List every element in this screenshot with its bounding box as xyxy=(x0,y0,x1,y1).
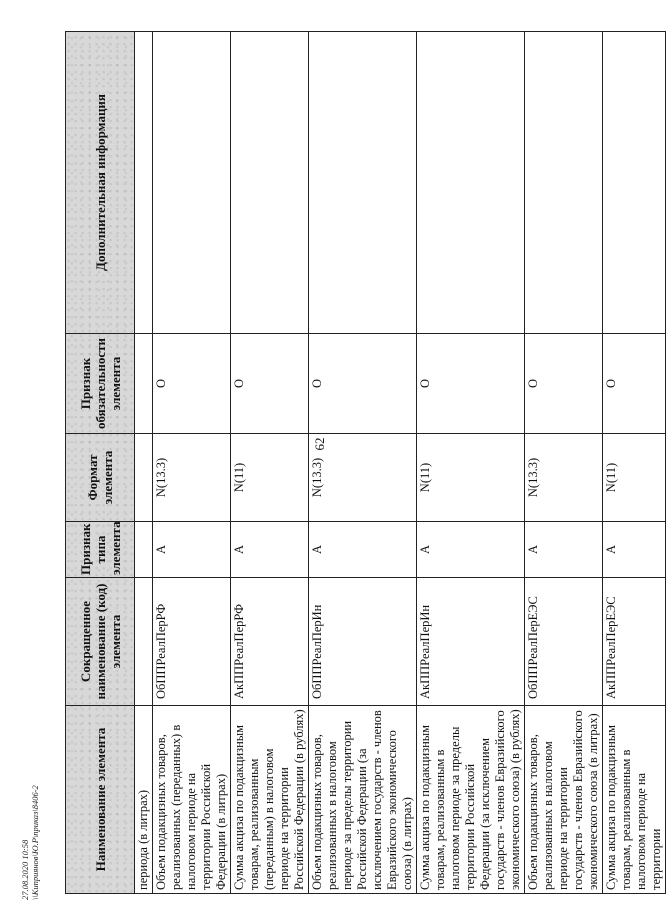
cell-mandatory: О xyxy=(417,334,525,434)
table-row xyxy=(231,32,309,894)
header-info: Дополнительная информация xyxy=(66,32,135,334)
cell-format: N(11) xyxy=(417,434,525,522)
header-mandatory: Признак обязательности элемента xyxy=(66,334,135,434)
cell-name: Объем подакцизных товаров, реализованных в налоговом периоде за пределы территории Российской Федерации (за исключением государств - членов Евразийского экономического союза) (в литрах) xyxy=(309,706,417,894)
cell-code xyxy=(135,578,153,706)
cell-mandatory: О xyxy=(525,334,603,434)
cell-name: Сумма акциза по подакцизным товарам, реализованным в налоговом периоде за пределы территории Российской Федерации (за исключением государств - членов Евразийского экономического союза) (в рублях) xyxy=(417,706,525,894)
cell-format: N(13.3) xyxy=(309,434,417,522)
cell-format: N(11) xyxy=(603,434,666,522)
cell-name: Объем подакцизных товаров, реализованных в налоговом периоде на территории государств - членов Евразийского экономического союза (в литрах) xyxy=(525,706,603,894)
cell-mandatory: О xyxy=(153,334,231,434)
cell-mandatory: О xyxy=(231,334,309,434)
table-row xyxy=(417,32,525,894)
cell-format: N(13.3) xyxy=(153,434,231,522)
cell-mandatory: О xyxy=(603,334,666,434)
cell-info xyxy=(231,32,309,334)
cell-info xyxy=(309,32,417,334)
header-type: Признак типа элемента xyxy=(66,522,135,578)
footer-timestamp: 27.08.2020 10:58 xyxy=(20,839,30,900)
cell-info xyxy=(417,32,525,334)
cell-format xyxy=(135,434,153,522)
cell-type: А xyxy=(603,522,666,578)
header-code: Сокращенное наименование (код) элемента xyxy=(66,578,135,706)
page-number: 62 xyxy=(312,437,327,451)
cell-name: Объем подакцизных товаров, реализованных (переданных) в налоговом периоде на территории Российской Федерации (в литрах) xyxy=(153,706,231,894)
cell-info xyxy=(525,32,603,334)
cell-format: N(13.3) xyxy=(525,434,603,522)
cell-name: Сумма акциза по подакцизным товарам, реализованным в налоговом периоде на территории xyxy=(603,706,666,894)
cell-type: А xyxy=(153,522,231,578)
cell-mandatory xyxy=(135,334,153,434)
cell-code: ОбППРеалПерИн xyxy=(309,578,417,706)
cell-code: ОбППРеалПерЕЭС xyxy=(525,578,603,706)
cell-type: А xyxy=(231,522,309,578)
cell-name: периода (в литрах) xyxy=(135,706,153,894)
cell-type: А xyxy=(417,522,525,578)
cell-code: АкППРеалПерИн xyxy=(417,578,525,706)
cell-info xyxy=(153,32,231,334)
cell-type: А xyxy=(525,522,603,578)
cell-mandatory: О xyxy=(309,334,417,434)
table-row xyxy=(309,32,417,894)
cell-format: N(11) xyxy=(231,434,309,522)
header-format: Формат элемента xyxy=(66,434,135,522)
cell-name: Сумма акциза по подакцизным товарам, реализованным (переданным) в налоговом периоде на территории Российской Федерации (в рублях) xyxy=(231,706,309,894)
cell-info xyxy=(603,32,666,334)
cell-code: ОбППРеалПерРФ xyxy=(153,578,231,706)
cell-type xyxy=(135,522,153,578)
header-name: Наименование элемента xyxy=(66,706,135,894)
table-row xyxy=(603,32,666,894)
cell-info xyxy=(135,32,153,334)
footer-file-path: \\Киприянов\Ю.Р\приказ\8406-2 xyxy=(30,785,40,900)
cell-code: АкППРеалПерЕЭС xyxy=(603,578,666,706)
cell-code: АкППРеалПерРФ xyxy=(231,578,309,706)
cell-type: А xyxy=(309,522,417,578)
table-row xyxy=(525,32,603,894)
